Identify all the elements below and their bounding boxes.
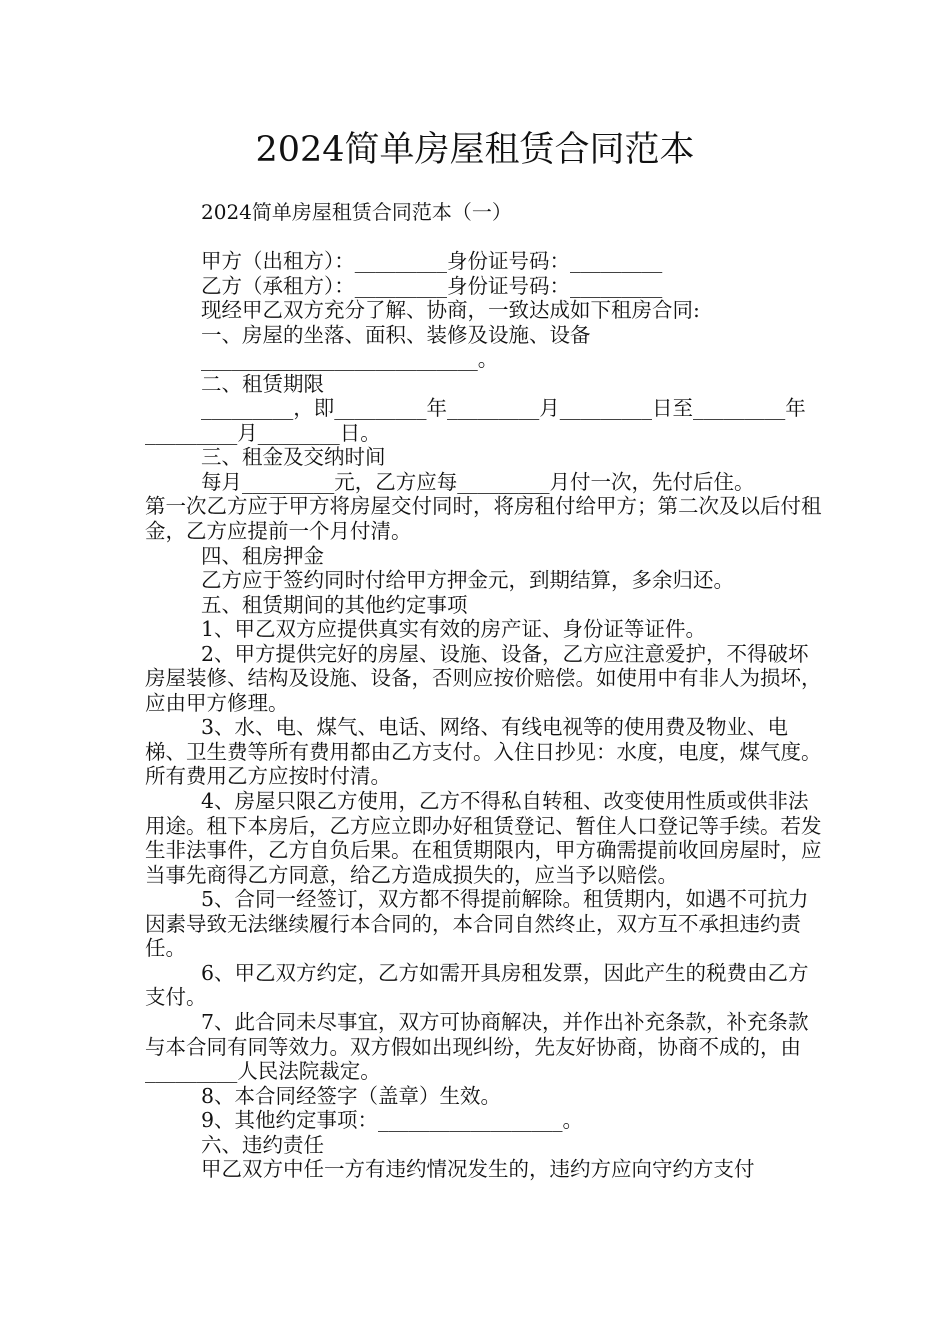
clause-paragraph: 7、此合同未尽事宜，双方可协商解决，并作出补充条款，补充条款与本合同有同等效力。双方假如出现纠纷，先友好协商，协商不成的，由_________人民法院裁定。 (145, 1009, 809, 1084)
contract-body (145, 249, 825, 1182)
clause-paragraph: 6、甲乙双方约定，乙方如需开具房租发票，因此产生的税费由乙方支付。 (145, 960, 809, 1010)
clause-paragraph: 5、合同一经签订，双方都不得提前解除。租赁期内，如遇不可抗力因素导致无法继续履行本合同的，本合同自然终止，双方互不承担违约责任。 (145, 887, 809, 961)
party-a-line: 甲方（出租方）：_________身份证号码：_________ (201, 249, 663, 273)
clause-paragraph: 4、房屋只限乙方使用，乙方不得私自转租、改变使用性质或供非法用途。租下本房后，乙方应立即办好租赁登记、暂住人口登记等手续。若发生非法事件，乙方自负后果。在租赁期限内，甲方确需提前收回房屋时，应当事先商得乙方同意，给乙方造成损失的，应当予以赔偿。 (145, 789, 822, 887)
clause-paragraph: 9、其他约定事项：__________________。 (201, 1108, 584, 1133)
breach-paragraph: 甲乙双方中任一方有违约情况发生的，违约方应向守约方支付 (201, 1157, 755, 1182)
section-heading: 一、房屋的坐落、面积、装修及设施、设备 (201, 322, 591, 347)
agreement-intro: 现经甲乙双方充分了解、协商，一致达成如下租房合同: (201, 298, 700, 323)
clause-paragraph: 2、甲方提供完好的房屋、设施、设备，乙方应注意爱护，不得破坏房屋装修、结构及设施、设备，否则应按价赔偿。如使用中有非人为损坏，应由甲方修理。 (145, 641, 822, 715)
section-heading: 六、违约责任 (201, 1132, 324, 1157)
rent-paragraph: 每月_________元，乙方应每_________月付一次，先付后住。 (201, 469, 755, 494)
clause-paragraph: 8、本合同经签字（盖章）生效。 (201, 1083, 502, 1108)
payment-paragraph: 第一次乙方应于甲方将房屋交付同时，将房租付给甲方；第二次及以后付租金，乙方应提前一个月付清。 (145, 494, 822, 544)
document-subtitle: 2024简单房屋租赁合同范本（一） (201, 200, 512, 224)
deposit-paragraph: 乙方应于签约同时付给甲方押金元，到期结算，多余归还。 (201, 568, 734, 593)
section-heading: 五、租赁期间的其他约定事项 (201, 592, 468, 617)
section-heading: 三、租金及交纳时间 (201, 445, 386, 470)
clause-paragraph: 3、水、电、煤气、电话、网络、有线电视等的使用费及物业、电梯、卫生费等所有费用都由乙方支付。入住日抄见：水度，电度，煤气度。所有费用乙方应按时付清。 (145, 715, 822, 789)
section-heading: 二、租赁期限 (201, 371, 324, 396)
fill-blank-line: ___________________________。 (201, 347, 499, 372)
party-b-line: 乙方（承租方）：_________身份证号码：_________ (201, 273, 663, 298)
document-title: 2024简单房屋租赁合同范本 (255, 130, 695, 170)
lease-term-paragraph: _________，即_________年_________月_________日至_________年_________月________日。 (145, 396, 806, 445)
section-heading: 四、租房押金 (201, 543, 324, 568)
clause-paragraph: 1、甲乙双方应提供真实有效的房产证、身份证等证件。 (201, 617, 707, 642)
